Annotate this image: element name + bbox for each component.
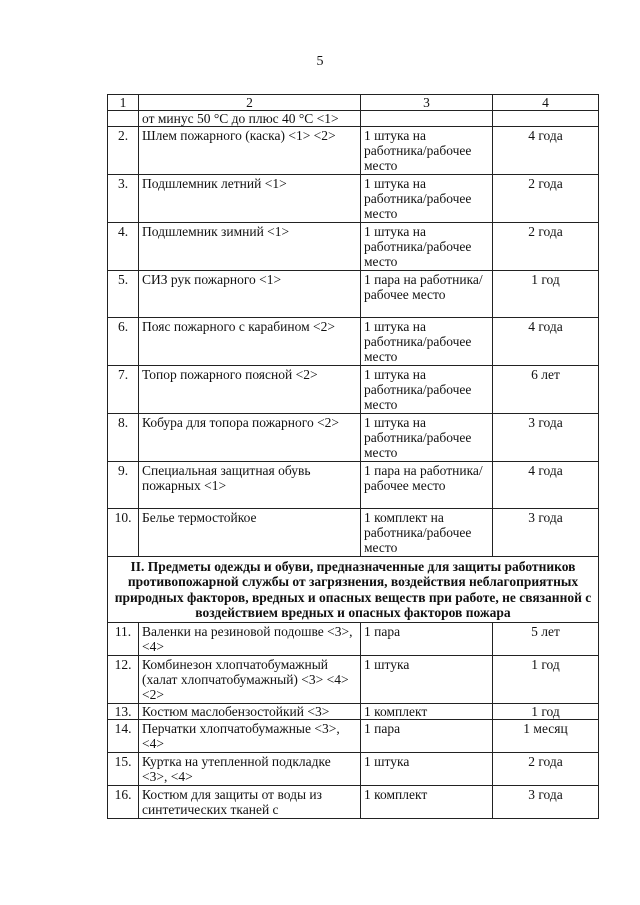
row-item-name: Костюм маслобензостойкий <3> — [139, 704, 361, 720]
row-number: 16. — [108, 786, 139, 819]
table-row — [108, 656, 599, 704]
row-quantity: 1 пара на работника/рабочее место — [361, 271, 493, 318]
row-quantity: 1 пара на работника/рабочее место — [361, 462, 493, 509]
row-item-name: Куртка на утепленной подкладке <3>, <4> — [139, 753, 361, 786]
row-number: 6. — [108, 318, 139, 366]
table-row — [108, 318, 599, 366]
table-row — [108, 753, 599, 786]
table-row — [108, 720, 599, 753]
row-number: 14. — [108, 720, 139, 753]
row-item-name: Подшлемник летний <1> — [139, 175, 361, 223]
column-number-1: 1 — [108, 95, 139, 111]
table-row — [108, 704, 599, 720]
row-quantity: 1 штука на работника/рабочее место — [361, 366, 493, 414]
row-quantity: 1 штука на работника/рабочее место — [361, 414, 493, 462]
table-row — [108, 786, 599, 819]
row-term: 1 месяц — [493, 720, 599, 753]
row-quantity: 1 комплект — [361, 786, 493, 819]
row-item-name: Специальная защитная обувь пожарных <1> — [139, 462, 361, 509]
table-row — [108, 462, 599, 509]
row-number — [108, 111, 139, 127]
row-term: 4 года — [493, 127, 599, 175]
table-row — [108, 366, 599, 414]
row-item-name: СИЗ рук пожарного <1> — [139, 271, 361, 318]
row-quantity: 1 штука — [361, 656, 493, 704]
norms-table — [107, 94, 599, 819]
row-quantity: 1 штука — [361, 753, 493, 786]
row-term: 1 год — [493, 704, 599, 720]
row-term: 2 года — [493, 753, 599, 786]
row-number: 15. — [108, 753, 139, 786]
section-heading-row — [108, 557, 599, 623]
row-quantity: 1 пара — [361, 623, 493, 656]
row-term: 1 год — [493, 271, 599, 318]
table-row-continuation — [108, 111, 599, 127]
row-term: 4 года — [493, 462, 599, 509]
table-row — [108, 271, 599, 318]
row-quantity: 1 комплект на работника/рабочее место — [361, 509, 493, 557]
row-quantity: 1 пара — [361, 720, 493, 753]
column-number-2: 2 — [139, 95, 361, 111]
row-quantity: 1 штука на работника/рабочее место — [361, 318, 493, 366]
row-number: 5. — [108, 271, 139, 318]
table-row — [108, 175, 599, 223]
row-term: 4 года — [493, 318, 599, 366]
row-number: 3. — [108, 175, 139, 223]
row-item-name: Пояс пожарного с карабином <2> — [139, 318, 361, 366]
row-term — [493, 111, 599, 127]
table-row — [108, 623, 599, 656]
row-item-name: от минус 50 °С до плюс 40 °С <1> — [139, 111, 361, 127]
row-item-name: Белье термостойкое — [139, 509, 361, 557]
row-number: 10. — [108, 509, 139, 557]
table-row — [108, 223, 599, 271]
table-row — [108, 509, 599, 557]
row-number: 2. — [108, 127, 139, 175]
column-number-4: 4 — [493, 95, 599, 111]
row-number: 8. — [108, 414, 139, 462]
row-term: 6 лет — [493, 366, 599, 414]
table-header-row — [108, 95, 599, 111]
page-number: 5 — [316, 54, 324, 69]
row-number: 13. — [108, 704, 139, 720]
row-quantity: 1 комплект — [361, 704, 493, 720]
row-item-name: Шлем пожарного (каска) <1> <2> — [139, 127, 361, 175]
row-term: 5 лет — [493, 623, 599, 656]
section-2-title: II. Предметы одежды и обуви, предназначенные для защиты работников противопожарной службы от загрязнения, воздействия неблагоприятных природных факторов, вредных и опасных веществ при работе, не связанной с воздействием вредных и опасных факторов пожара — [108, 557, 599, 623]
table-row — [108, 414, 599, 462]
table-row — [108, 127, 599, 175]
row-number: 9. — [108, 462, 139, 509]
row-term: 2 года — [493, 223, 599, 271]
row-quantity: 1 штука на работника/рабочее место — [361, 127, 493, 175]
column-number-3: 3 — [361, 95, 493, 111]
row-quantity: 1 штука на работника/рабочее место — [361, 175, 493, 223]
row-number: 12. — [108, 656, 139, 704]
row-quantity: 1 штука на работника/рабочее место — [361, 223, 493, 271]
row-item-name: Подшлемник зимний <1> — [139, 223, 361, 271]
row-term: 3 года — [493, 414, 599, 462]
row-item-name: Валенки на резиновой подошве <3>, <4> — [139, 623, 361, 656]
row-term: 3 года — [493, 509, 599, 557]
row-number: 7. — [108, 366, 139, 414]
row-number: 11. — [108, 623, 139, 656]
row-item-name: Перчатки хлопчатобумажные <3>, <4> — [139, 720, 361, 753]
row-term: 2 года — [493, 175, 599, 223]
row-item-name: Костюм для защиты от воды из синтетических тканей с — [139, 786, 361, 819]
row-item-name: Кобура для топора пожарного <2> — [139, 414, 361, 462]
row-term: 3 года — [493, 786, 599, 819]
row-item-name: Топор пожарного поясной <2> — [139, 366, 361, 414]
row-term: 1 год — [493, 656, 599, 704]
row-number: 4. — [108, 223, 139, 271]
row-quantity — [361, 111, 493, 127]
row-item-name: Комбинезон хлопчатобумажный (халат хлопчатобумажный) <3> <4> <2> — [139, 656, 361, 704]
